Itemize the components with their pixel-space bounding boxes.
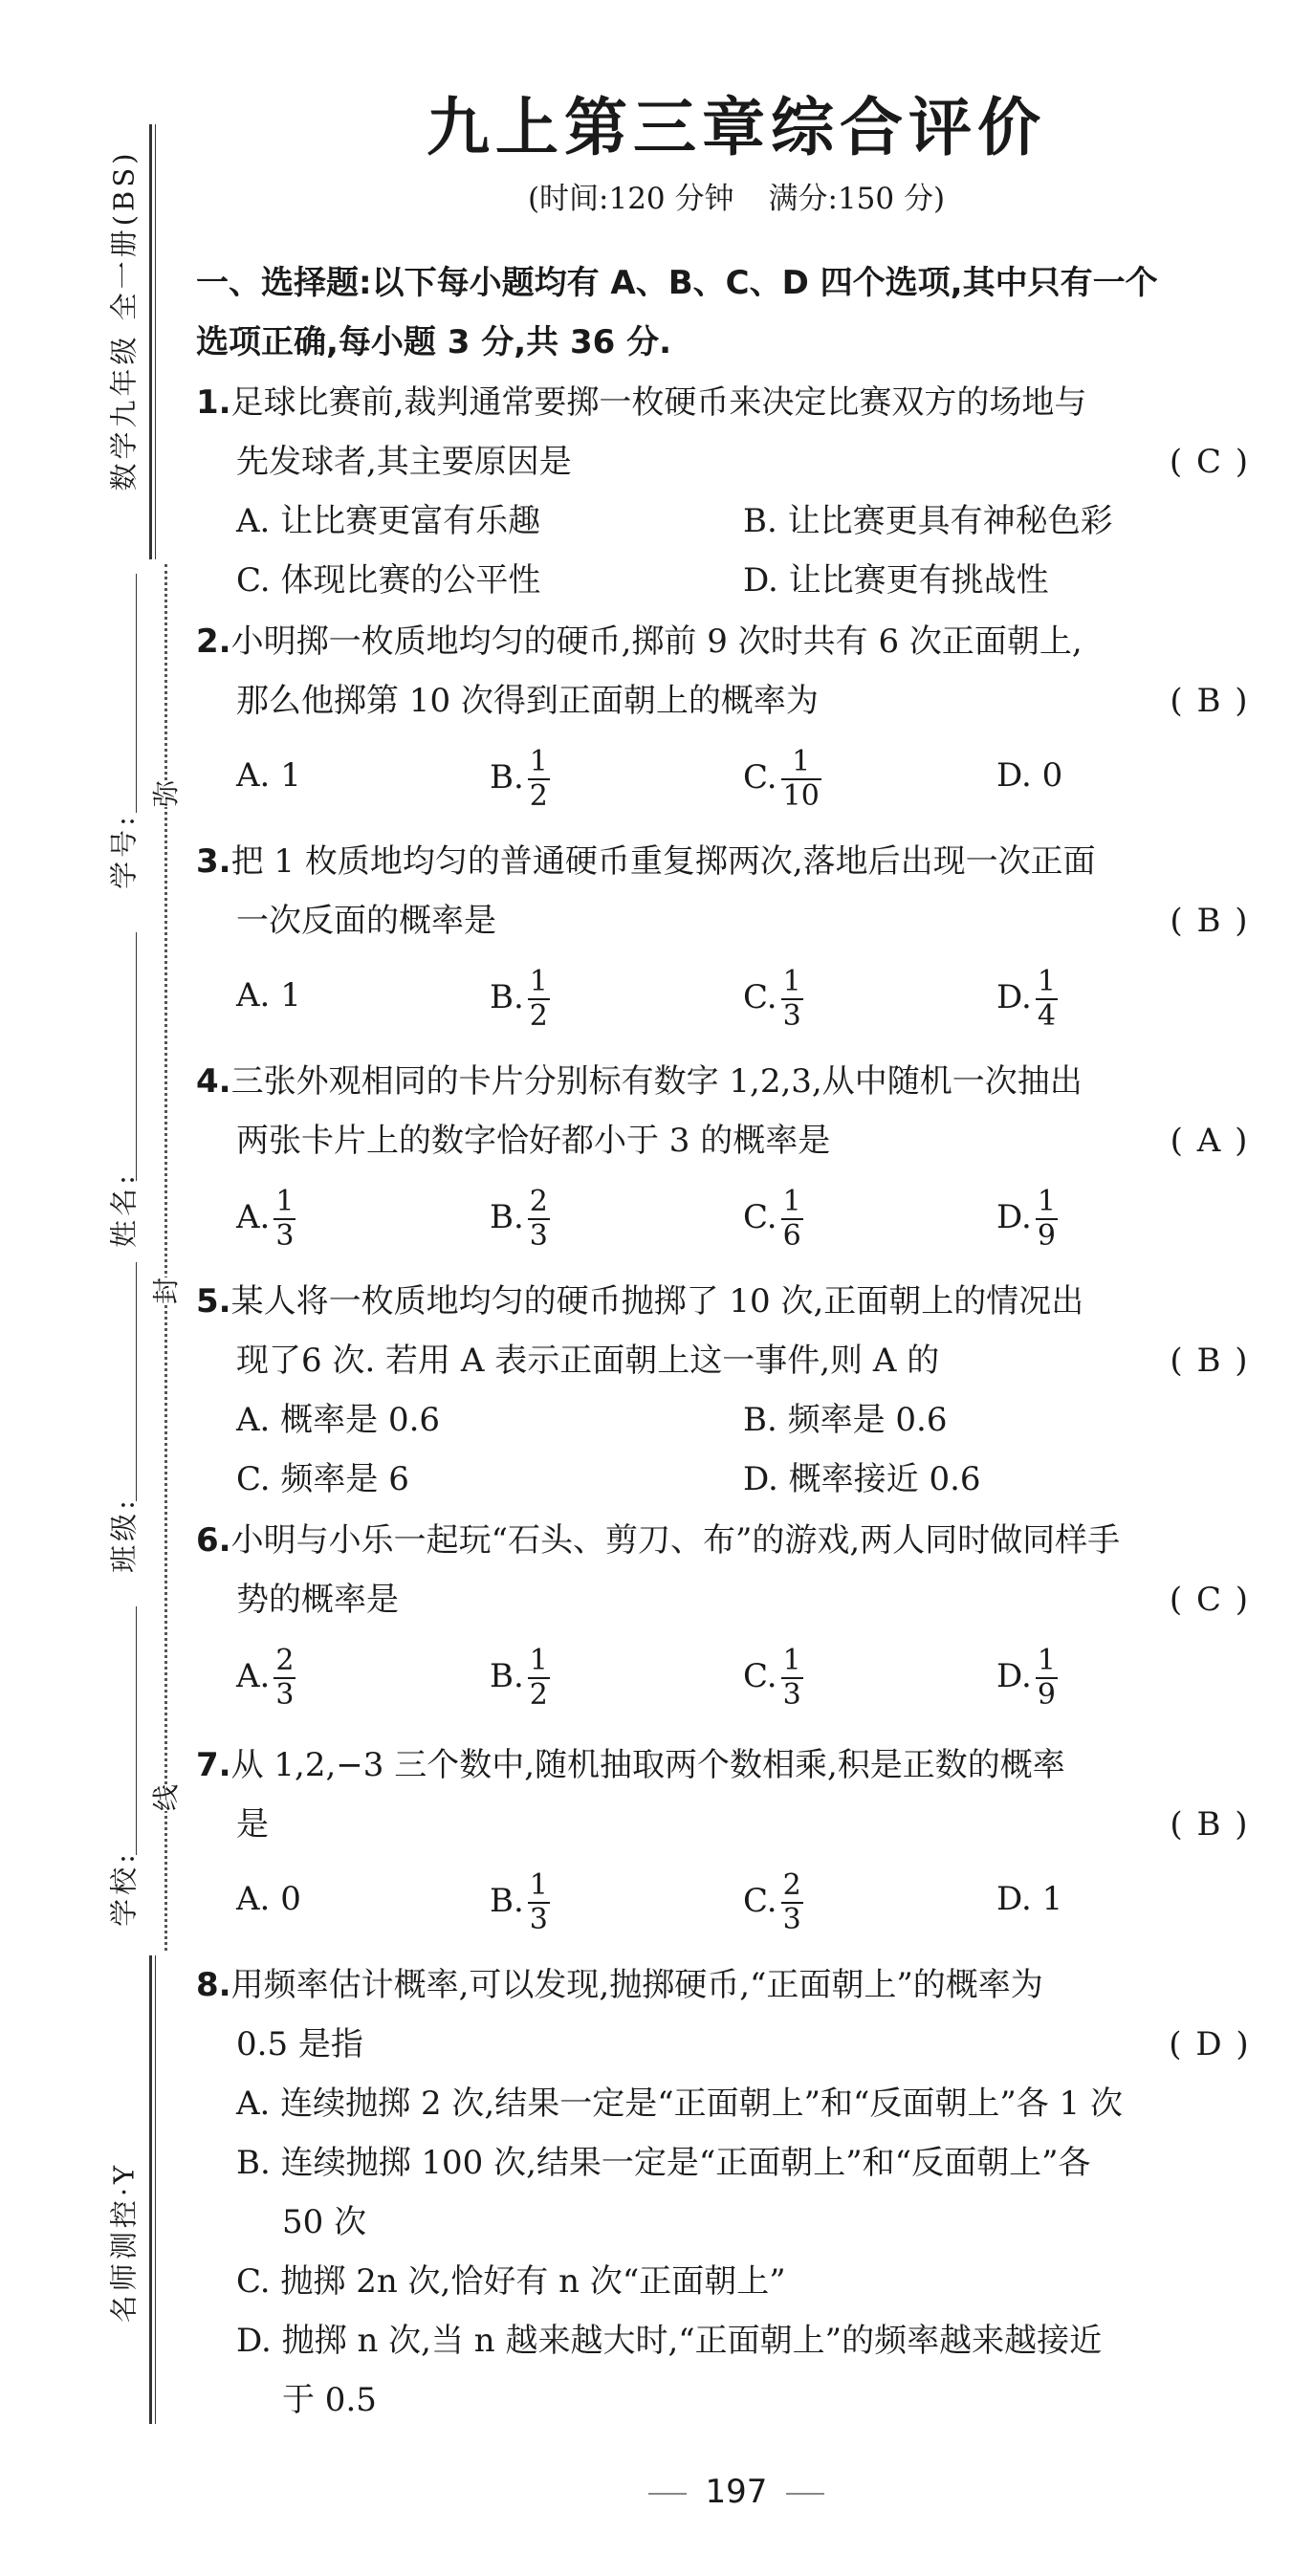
margin-rule-top-inner — [155, 124, 156, 559]
question-7 — [196, 1736, 1277, 1940]
question-stem: 小明掷一枚质地均匀的硬币,掷前 9 次时共有 6 次正面朝上, — [230, 622, 1083, 661]
fraction: $\frac{1}{2}$ — [529, 965, 548, 1033]
question-number: 5. — [196, 1282, 231, 1321]
option-c: C. $\frac{1}{10}$ — [743, 745, 820, 813]
name-label: 姓名: — [107, 1171, 141, 1248]
option-c: C. 抛掷 2n 次,恰好有 n 次“正面朝上” — [236, 2262, 786, 2301]
question-4 — [196, 1052, 1277, 1256]
option-d: D. $\frac{1}{9}$ — [996, 1644, 1056, 1712]
option-b: B. $\frac{1}{3}$ — [490, 1868, 548, 1936]
section-heading-line: 一、选择题:以下每小题均有 A、B、C、D 四个选项,其中只有一个 — [196, 264, 1158, 302]
question-number: 2. — [196, 622, 231, 661]
option-b: B. 让比赛更具有神秘色彩 — [743, 502, 1113, 540]
question-stem: 势的概率是 — [236, 1581, 399, 1619]
fraction: $\frac{1}{9}$ — [1037, 1644, 1056, 1712]
options-row — [236, 1450, 1277, 1509]
margin-rule-top — [149, 124, 152, 559]
option-c: C. $\frac{2}{3}$ — [743, 1868, 801, 1936]
answer-mark: ( A ) — [1170, 1122, 1250, 1160]
fraction: $\frac{1}{2}$ — [529, 745, 548, 813]
school-label: 学校: — [107, 1850, 141, 1927]
option-d: D. 让比赛更有挑战性 — [743, 561, 1049, 600]
fraction: $\frac{1}{6}$ — [782, 1185, 801, 1253]
option-a: A. 1 — [236, 756, 301, 795]
option-b-continued: 50 次 — [282, 2203, 367, 2241]
options-row — [236, 1170, 1277, 1256]
question-number: 8. — [196, 1966, 231, 2004]
question-stem: 用频率估计概率,可以发现,抛掷硬币,“正面朝上”的概率为 — [230, 1966, 1043, 2004]
fraction: $\frac{1}{3}$ — [275, 1185, 295, 1253]
fraction: $\frac{1}{3}$ — [529, 1868, 548, 1936]
option-d: D. 抛掷 n 次,当 n 越来越大时,“正面朝上”的频率越来越接近 — [236, 2322, 1103, 2360]
options-row — [236, 491, 1277, 551]
option-a: A. 0 — [236, 1880, 301, 1918]
question-5 — [196, 1272, 1277, 1509]
answer-mark: ( B ) — [1170, 1805, 1250, 1844]
fraction: $\frac{1}{9}$ — [1037, 1185, 1056, 1253]
option-d: D. $\frac{1}{9}$ — [996, 1185, 1056, 1253]
question-stem: 先发球者,其主要原因是 — [236, 443, 572, 481]
option-b: B. 频率是 0.6 — [743, 1401, 948, 1439]
option-a: A. 概率是 0.6 — [236, 1401, 441, 1439]
school-field-line — [136, 1606, 137, 1855]
question-stem: 一次反面的概率是 — [236, 902, 496, 940]
name-field-line — [136, 932, 137, 1181]
option-c: C. $\frac{1}{3}$ — [743, 965, 801, 1033]
option-c: C. 频率是 6 — [236, 1460, 409, 1498]
page-number-text: 197 — [705, 2473, 768, 2511]
option-b: B. $\frac{1}{2}$ — [490, 965, 548, 1033]
fraction: $\frac{1}{3}$ — [782, 965, 801, 1033]
question-stem: 两张卡片上的数字恰好都小于 3 的概率是 — [236, 1122, 831, 1160]
book-series-label: 数学九年级 全一册(BS) — [107, 149, 141, 491]
option-b: B. 连续抛掷 100 次,结果一定是“正面朝上”和“反面朝上”各 — [236, 2144, 1091, 2182]
exam-info — [196, 174, 1277, 217]
options-row — [236, 1854, 1277, 1940]
fraction: $\frac{2}{3}$ — [782, 1868, 801, 1936]
question-stem: 某人将一枚质地均匀的硬币抛掷了 10 次,正面朝上的情况出 — [230, 1282, 1084, 1321]
option-a: A. $\frac{2}{3}$ — [236, 1644, 295, 1712]
cut-mark-xian: 线 — [143, 1784, 186, 1811]
fraction: $\frac{1}{2}$ — [529, 1644, 548, 1712]
question-number: 6. — [196, 1521, 231, 1560]
question-3 — [196, 832, 1277, 1037]
fraction: $\frac{1}{10}$ — [782, 745, 820, 813]
student-id-label: 学号: — [107, 813, 141, 889]
question-number: 3. — [196, 842, 231, 881]
question-stem: 把 1 枚质地均匀的普通硬币重复掷两次,落地后出现一次正面 — [230, 842, 1096, 881]
question-stem: 现了6 次. 若用 A 表示正面朝上这一事件,则 A 的 — [236, 1342, 940, 1380]
question-stem: 从 1,2,−3 三个数中,随机抽取两个数相乘,积是正数的概率 — [230, 1746, 1065, 1784]
option-d-continued: 于 0.5 — [282, 2381, 377, 2419]
question-stem: 是 — [236, 1805, 269, 1844]
cut-mark-mi: 弥 — [143, 780, 186, 807]
option-d: D. $\frac{1}{4}$ — [996, 965, 1056, 1033]
option-b: B. $\frac{1}{2}$ — [490, 745, 548, 813]
question-stem: 足球比赛前,裁判通常要掷一枚硬币来决定比赛双方的场地与 — [230, 383, 1087, 422]
page-number — [196, 2473, 1277, 2511]
option-b: B. $\frac{1}{2}$ — [490, 1644, 548, 1712]
margin-rule-bottom — [149, 1955, 152, 2424]
option-d: D. 0 — [996, 756, 1063, 795]
options-row — [236, 731, 1277, 817]
cut-mark-feng: 封 — [143, 1277, 186, 1304]
answer-mark: ( C ) — [1169, 1581, 1251, 1619]
option-c: C. $\frac{1}{3}$ — [743, 1644, 801, 1712]
fraction: $\frac{1}{3}$ — [782, 1644, 801, 1712]
fraction: $\frac{1}{4}$ — [1037, 965, 1056, 1033]
options-row — [236, 1390, 1277, 1450]
publisher-label: 名师测控·Y — [107, 2161, 141, 2324]
option-a: A. 1 — [236, 976, 301, 1015]
option-a: A. 让比赛更富有乐趣 — [236, 502, 541, 540]
question-number: 1. — [196, 383, 231, 422]
question-2 — [196, 612, 1277, 817]
question-8 — [196, 1955, 1277, 2430]
answer-mark: ( B ) — [1170, 1342, 1250, 1380]
options-row — [236, 1629, 1277, 1715]
question-number: 4. — [196, 1062, 231, 1101]
question-number: 7. — [196, 1746, 231, 1784]
question-stem: 小明与小乐一起玩“石头、剪刀、布”的游戏,两人同时做同样手 — [230, 1521, 1121, 1560]
cut-line — [164, 564, 167, 1951]
class-label: 班级: — [107, 1496, 141, 1573]
answer-mark: ( C ) — [1169, 443, 1251, 481]
option-d: D. 1 — [996, 1880, 1063, 1918]
answer-mark: ( B ) — [1170, 902, 1250, 940]
exam-time: (时间:120 分钟 — [527, 182, 734, 216]
question-stem: 0.5 是指 — [236, 2025, 363, 2063]
section-heading — [196, 253, 1277, 372]
student-id-field-line — [136, 574, 137, 813]
options-row — [236, 950, 1277, 1037]
section-heading-line: 选项正确,每小题 3 分,共 36 分. — [196, 323, 672, 361]
question-1 — [196, 373, 1277, 610]
option-a: A. 连续抛掷 2 次,结果一定是“正面朝上”和“反面朝上”各 1 次 — [236, 2085, 1123, 2123]
binding-margin — [0, 0, 191, 2576]
fraction: $\frac{2}{3}$ — [529, 1185, 548, 1253]
answer-mark: ( D ) — [1169, 2025, 1251, 2063]
option-b: B. $\frac{2}{3}$ — [490, 1185, 548, 1253]
question-stem: 那么他掷第 10 次得到正面朝上的概率为 — [236, 682, 819, 720]
option-a: A. $\frac{1}{3}$ — [236, 1185, 295, 1253]
fraction: $\frac{2}{3}$ — [275, 1644, 295, 1712]
option-c: C. $\frac{1}{6}$ — [743, 1185, 801, 1253]
options-row — [236, 551, 1277, 610]
page-title: 九上第三章综合评价 — [427, 91, 1046, 164]
option-c: C. 体现比赛的公平性 — [236, 561, 541, 600]
class-field-line — [136, 1262, 137, 1501]
question-stem: 三张外观相同的卡片分别标有数字 1,2,3,从中随机一次抽出 — [230, 1062, 1083, 1101]
answer-mark: ( B ) — [1170, 682, 1250, 720]
margin-rule-bottom-inner — [155, 1955, 156, 2424]
option-d: D. 概率接近 0.6 — [743, 1460, 981, 1498]
exam-score: 满分:150 分) — [768, 182, 946, 216]
question-6 — [196, 1511, 1277, 1715]
